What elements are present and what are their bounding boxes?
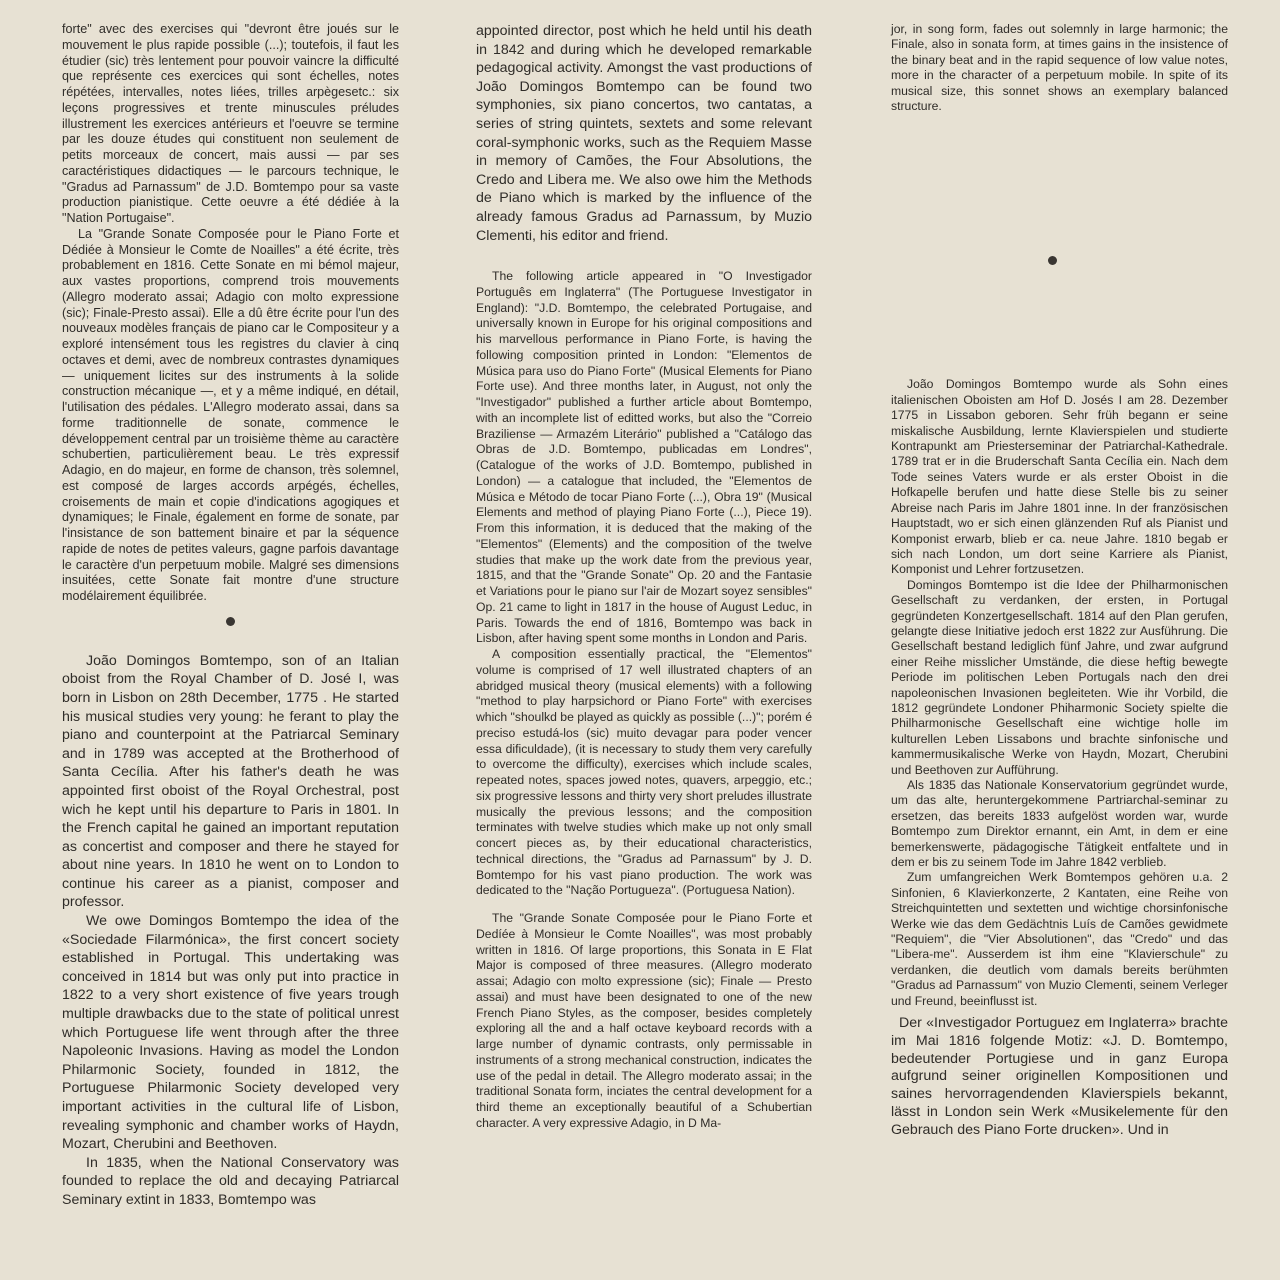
english-paragraph: appointed director, post which he held until his death in 1842 and during which he developed remarkable pedagogical activity. Amongst the vast productions of João Domingos Bomtempo can be found two symphonies, six piano concertos, two cantatas, a series of string quintets, sextets and some relevant coral-symphonic works, such as the Requiem Masse in memory of Camões, the Four Absolutions, the Credo and Libera me. We also owe him the Methods de Piano which is marked by the influence of the already famous Gradus ad Parnassum, by Muzio Clementi, his editor and friend. bbox=[476, 23, 812, 244]
column-left bbox=[62, 22, 399, 1210]
german-paragraph: Als 1835 das Nationale Konservatorium gegründet wurde, um das alte, heruntergekommene Partriarchal-seminar zu ersetzen, das bereits 1833 aufgelöst worden war, wurde Bomtempo zum Direktor ernannt, ein Amt, in dem er eine bemerkenswerte, pädagogische Tätigkeit entfaltete und in dem er bis zu seinem Tode im Jahre 1842 verblieb. bbox=[891, 778, 1228, 870]
english-paragraph: jor, in song form, fades out solemnly in large harmonic; the Finale, also in sonata form, at times gains in the insistence of the binary beat and in the rapid sequence of low value notes, more in the character of a perpetuum mobile. In spite of its musical size, this sonnet shows an exemplary balanced structure. bbox=[891, 22, 1228, 114]
english-paragraph: In 1835, when the National Conservatory was founded to replace the old and decaying Patriarcal Seminary extint in 1833, Bomtempo was bbox=[62, 1154, 399, 1208]
column-right bbox=[891, 22, 1228, 1140]
column-middle bbox=[476, 22, 812, 1132]
english-paragraph: The following article appeared in "O Investigador Português em Inglaterra" (The Portuguese Investigator in England): "J.D. Bomtempo, the celebrated Portugaise, and universally known in Europe for his original compositions and his marvellous performance in Piano Forte, is having the following composition printed in London: "Elementos de Música para uso do Piano Forte" (Musical Elements for Piano Forte use). And three months later, in August, not only the "Investigador" published a further article about Bomtempo, with an incomplete list of editted works, but also the "Correio Braziliense — Armazém Literário" published a "Catálogo das Obras de J.D. Bomtempo, publicadas em Londres", (Catalogue of the works of J.D. Bomtempo, published in London) — a catalogue that included, the "Elementos de Música e Método de tocar Piano Forte (...), Obra 19" (Musical Elements and method of playing Piano Forte (...), Piece 19). From this information, it is deduced that the making of the "Elementos" (Elements) and the composition of the twelve studies that make up the work date from the previous year, 1815, and that the "Grande Sonate" Op. 20 and the Fantasie et Variations pour le piano sur l'air de Mozart soyez sensibles" Op. 21 came to light in 1817 in the house of August Leduc, in Paris. Towards the end of 1816, Bomtempo was back in Lisbon, after having spent some months in London and Paris. bbox=[476, 269, 812, 646]
english-paragraph: The "Grande Sonate Composée pour le Piano Forte et Dedíée à Monsieur le Comte Noailles", was most probably written in 1816. Of large proportions, this Sonata in E Flat Major is composed of three measures. (Allegro moderato assai; Adagio con molto expressione (sic); Finale — Presto assai) and must have been designated to one of the new French Piano Styles, as the composer, besides completely exploring all the and a half octave keyboard records with a large number of dynamic contrasts, only permissable in instruments of a strong mechanical construction, indicates the use of the pedal in detail. The Allegro moderato assai; in the traditional Sonata form, inciates the central development for a third theme an exceptionally beautiful of a Schubertian character. A very expressive Adagio, in D Ma- bbox=[476, 911, 812, 1130]
section-bullet-icon bbox=[226, 617, 235, 626]
english-paragraph: A composition essentially practical, the "Elementos" volume is comprised of 17 well illustrated chapters of an abridged musical theory (musical elements) with a following "method to play harpsichord or Piano Forte" with exercises which "shoulkd be played as quickly as possible (...)"; porém é preciso estudá-los (sic) muito devagar para poder vencer essa dificuldade), (it is necessary to study them very carefully to overcome the difficulty), exercises which include scales, repeated notes, spaces jowed notes, quavers, arpeggio, etc.; six progressive lessons and thirty very short preludes illustrate musically the previous lessons; and the composition terminates with twelve studies which make up not only small concert pieces as, by their educational characteristics, technical directions, the "Gradus ad Parnassum" by J. D. Bomtempo for his vast piano production. The work was dedicated to the "Nação Portugueza". (Portuguesa Nation). bbox=[476, 647, 812, 898]
english-paragraph: João Domingos Bomtempo, son of an Italian oboist from the Royal Chamber of D. José I, was born in Lisbon on 28th December, 1775 . He started his musical studies very young: he ferant to play the piano and counterpoint at the Patriarcal Seminary and in 1789 was accepted at the Brotherhood of Santa Cecília. After his father's death he was appointed first oboist of the Royal Orchestral, post wich he kept until his departure to Paris in 1801. In the French capital he gained an important reputation as concertist and composer and there he stayed for about nine years. In 1810 he went on to London to continue his career as a pianist, composer and professor. bbox=[62, 652, 399, 911]
german-paragraph: Zum umfangreichen Werk Bomtempos gehören u.a. 2 Sinfonien, 6 Klavierkonzerte, 2 Kantaten, eine Reihe von Streichquintetten und sextetten und wichtige chorsinfonische Werke wie das dem Gedächtnis Luís de Camões gewidmete "Requiem", die "Vier Absolutionen", das "Credo" und das "Libera-me". Ausserdem ist ihm eine "Klavierschule" zu verdanken, die deutlich vom damals bereits berühmten "Gradus ad Parnassum" von Muzio Clementi, seinem Verleger und Freund, beeinflusst ist. bbox=[891, 870, 1228, 1008]
french-paragraph: La "Grande Sonate Composée pour le Piano Forte et Dédiée à Monsieur le Comte de Noailles" a été écrite, très probablement en 1816. Cette Sonate en mi bémol majeur, aux vastes proportions, comprend trois mouvements (Allegro moderato assai; Adagio con molto expressione (sic); Finale-Presto assai). Elle a dû être écrite pour l'un des nouveaux modèles français de piano car le Compositeur y a exploré intensément tous les registres du clavier à cinq octaves et demi, avec de nombreux contrastes dynamiques — uniquement licites sur des instruments à la solide construction mécanique —, et y a même indiqué, en détail, l'utilisation des pédales. L'Allegro moderato assai, dans sa forme traditionnelle de sonate, commence le développement central par un troisième thème au caractère schubertien, particulièrement beau. Le très expressif Adagio, en do majeur, en forme de chanson, très solemnel, est composé de larges accords arpégés, échelles, croisements de main et copie d'indications agogiques et dynamiques; le Finale, également en forme de sonate, par l'insistance de son battement binaire et par la séquence rapide de notes de petites valeurs, gagne parfois davantage le caractère d'un perpetuum mobile. Malgré ses dimensions insuitées, cette Sonate fait montre d'une structure modélairement équilibrée. bbox=[62, 226, 399, 603]
section-bullet-icon bbox=[1048, 256, 1057, 265]
english-paragraph: We owe Domingos Bomtempo the idea of the «Sociedade Filarmónica», the first concert society established in Portugal. This undertaking was conceived in 1814 but was only put into practice in 1822 to a very short existence of five years trough multiple drawbacks due to the state of political unrest which Portuguese life went through after the three Napoleonic Invasions. Having as model the London Philarmonic Society, founded in 1812, the Portuguese Philarmonic Society developed very important activities in the cultural life of Lisbon, revealing symphonic and chamber works of Haydn, Mozart, Cherubini and Beethoven. bbox=[62, 913, 399, 1153]
german-paragraph: João Domingos Bomtempo wurde als Sohn eines italienischen Oboisten am Hof D. Josés I am 28. Dezember 1775 in Lissabon geboren. Sehr früh begann er seine miskalische Ausbildung, lernte Klavierspielen und studierte Kontrapunkt am Priesterseminar der Patriarchal-Kathedrale. 1789 trat er in die Bruderschaft Santa Cecília ein. Nach dem Tode seines Vaters wurde er als erster Oboist in die Hofkapelle berufen und hatte diese Stelle bis zu seiner Abreise nach Paris im Jahre 1801 inne. In der französischen Hauptstadt, wo er sich einen glänzenden Ruf als Pianist und Komponist erwarb, blieb er ca. neue Jahre. 1810 begab er sich nach London, um dort seine Karriere als Pianist, Komponist und Lehrer fortzusetzen. bbox=[891, 377, 1228, 577]
german-paragraph: Der «Investigador Portuguez em Inglaterra» brachte im Mai 1816 folgende Motiz: «J. D. Bomtempo, bedeutender Portugiese und in ganz Europa aufgrund seiner originellen Kompositionen und saines hervorragendenden Klavierspiels bekannt, lässt in London sein Werk «Musikelemente für den Gebrauch des Piano Forte drucken». Und in bbox=[891, 1015, 1228, 1138]
german-paragraph: Domingos Bomtempo ist die Idee der Philharmonischen Gesellschaft zu verdanken, der ersten, in Portugal gegründeten Konzertgesellschaft. 1814 auf den Plan gerufen, gelangte diese Initiative jedoch erst 1822 zur Ausführung. Die Gesellschaft bestand lediglich fünf Jahre, und zwar aufgrund einer Reihe misslicher Umstände, die diese heftig bewegte Periode im politischen Leben Portugals nach den drei napoleonischen Invasionen begleiteten. Wie ihr Vorbild, die 1812 gegründete Londoner Phiharmonic Society spielte die Philharmonische Gesellschaft eine wichtige holle im kulturellen Leben Lissabons und brachte sinfonische und kammermusikalische Werke von Haydn, Mozart, Cherubini und Beethoven zur Aufführung. bbox=[891, 577, 1228, 777]
french-paragraph: forte" avec des exercises qui "devront être joués sur le mouvement le plus rapide possible (...); toutefois, il faut les étudier (sic) très lentement pour pouvoir vaincre la difficulté que représente ces exercices qui sont échelles, notes répétées, intervalles, notes liées, trilles arpègesetc.: six leçons progressives et trente minuscules préludes illustrement les exercices antérieurs et l'oeuvre se termine par les douze études qui constituent non seulement de petits morceaux de concert, mais aussi — par ses caractéristiques didactiques — le parcours technique, le "Gradus ad Parnassum" de J.D. Bomtempo pour sa vaste production pianistique. Cette oeuvre a été dédiée à la "Nation Portugaise". bbox=[62, 22, 399, 225]
